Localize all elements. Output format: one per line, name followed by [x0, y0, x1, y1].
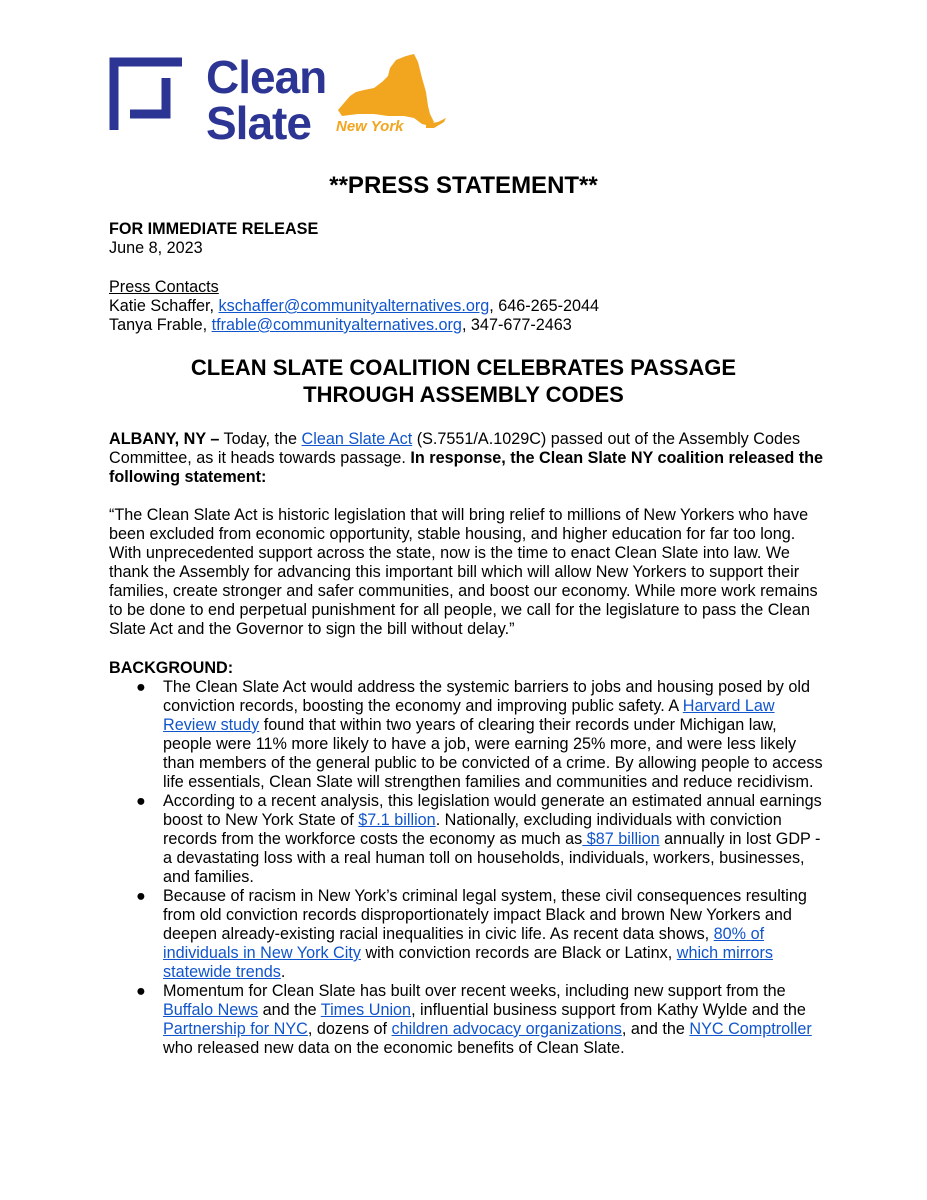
background-list [109, 678, 829, 1058]
logo-word-clean: Clean [206, 51, 327, 103]
background-heading: BACKGROUND: [109, 659, 234, 677]
contact-name: Tanya Frable, [109, 316, 212, 334]
contact-phone: , 347-677-2463 [461, 316, 572, 334]
contact-row [109, 316, 599, 335]
bullet-icon: ● [136, 792, 146, 810]
bullet-text: Momentum for Clean Slate has built over recent weeks, including new support from the [163, 982, 786, 1000]
release-label: FOR IMMEDIATE RELEASE [109, 220, 319, 238]
bullet-text: who released new data on the economic benefits of Clean Slate. [163, 1039, 625, 1057]
square-bracket-icon [108, 56, 188, 136]
release-info [109, 220, 318, 258]
contact-row [109, 297, 599, 316]
nyc-comptroller-link[interactable]: NYC Comptroller [689, 1020, 812, 1038]
coalition-quote: “The Clean Slate Act is historic legislation that will bring relief to millions of New Yorkers who have been excluded from economic opportunity, stable housing, and higher education for far too long. With unprecedented support across the state, now is the time to enact Clean Slate into law. We thank the Assembly for advancing this important bill which will allow New Yorkers to support their families, create stronger and safer communities, and boost our economy. While more work remains to be done to end perpetual punishment for all people, we call for the legislature to pass the Clean Slate Act and the Governor to sign the bill without delay.” [109, 506, 818, 638]
times-union-link[interactable]: Times Union [320, 1001, 412, 1019]
buffalo-news-link[interactable]: Buffalo News [163, 1001, 259, 1019]
lead-bold-text: In response, the Clean Slate NY coalition released the following statement: [109, 449, 824, 486]
list-item [109, 792, 829, 887]
bullet-text: , and the [621, 1020, 690, 1038]
clean-slate-act-link[interactable]: Clean Slate Act [301, 430, 413, 448]
bullet-icon: ● [136, 982, 146, 1000]
bullet-text: found that within two years of clearing their records under Michigan law, people were 11% more likely to have a job, were earning 25% more, and were less likely than members of the general public to be convicted of a crime. By allowing people to access life essentials, Clean Slate will strengthen families and communities and reduce recidivism. [163, 716, 823, 791]
dateline: ALBANY, NY – [109, 430, 220, 448]
bullet-text: The Clean Slate Act would address the systemic barriers to jobs and housing posed by old conviction records, boosting the economy and improving public safety. A [163, 678, 810, 715]
seven-billion-link[interactable]: $7.1 billion [358, 811, 436, 829]
headline-line-2: THROUGH ASSEMBLY CODES [303, 382, 624, 407]
press-contacts [109, 278, 599, 335]
lead-paragraph [109, 430, 824, 487]
bullet-text: , influential business support from Kathy Wylde and the [411, 1001, 806, 1019]
bullet-text: . Nationally, excluding individuals with conviction records from the workforce costs the economy as much as [163, 811, 782, 848]
bullet-text: with conviction records are Black or Latinx, [360, 944, 677, 962]
statewide-trends-link[interactable]: which mirrors statewide trends [163, 944, 773, 981]
clean-slate-logo [108, 51, 448, 149]
lead-text: (S.7551/A.1029C) passed out of the Assembly Codes Committee, as it heads towards passage. [109, 430, 801, 467]
contact-phone: , 646-265-2044 [489, 297, 600, 315]
press-statement-title: **PRESS STATEMENT** [329, 172, 598, 199]
logo-state-name: New York [336, 118, 404, 135]
list-item [109, 678, 829, 792]
bullet-text: . [280, 963, 286, 981]
children-advocacy-link[interactable]: children advocacy organizations [391, 1020, 622, 1038]
bullet-icon: ● [136, 678, 146, 696]
headline-line-1: CLEAN SLATE COALITION CELEBRATES PASSAGE [190, 355, 737, 380]
partnership-for-nyc-link[interactable]: Partnership for NYC [163, 1020, 308, 1038]
bullet-text: Because of racism in New York’s criminal legal system, these civil consequences resulting from old conviction records disproportionately impact Black and brown New Yorkers and deepen already-existing racial inequalities in civic life. As recent data shows, [163, 887, 807, 943]
bullet-text: According to a recent analysis, this legislation would generate an estimated annual earnings boost to New York State of [163, 792, 822, 829]
list-item [109, 887, 829, 982]
harvard-law-review-link[interactable]: Harvard Law Review study [163, 697, 775, 734]
lead-text: Today, the [219, 430, 302, 448]
contact-name: Katie Schaffer, [109, 297, 219, 315]
bullet-text: and the [258, 1001, 321, 1019]
nyc-individuals-link[interactable]: 80% of individuals in New York City [163, 925, 765, 962]
eighty-seven-billion-link[interactable]: $87 billion [582, 830, 660, 848]
logo-word-slate: Slate [206, 97, 311, 149]
contact-email-link[interactable]: tfrable@communityalternatives.org [211, 316, 462, 334]
list-item [109, 982, 829, 1058]
bullet-text: , dozens of [307, 1020, 392, 1038]
contacts-heading: Press Contacts [109, 278, 219, 296]
contact-email-link[interactable]: kschaffer@communityalternatives.org [218, 297, 490, 315]
bullet-icon: ● [136, 887, 146, 905]
release-date: June 8, 2023 [109, 239, 203, 257]
bullet-text: annually in lost GDP - a devastating loss with a real human toll on households, individuals, workers, businesses, and families. [163, 830, 821, 886]
headline [0, 354, 927, 408]
